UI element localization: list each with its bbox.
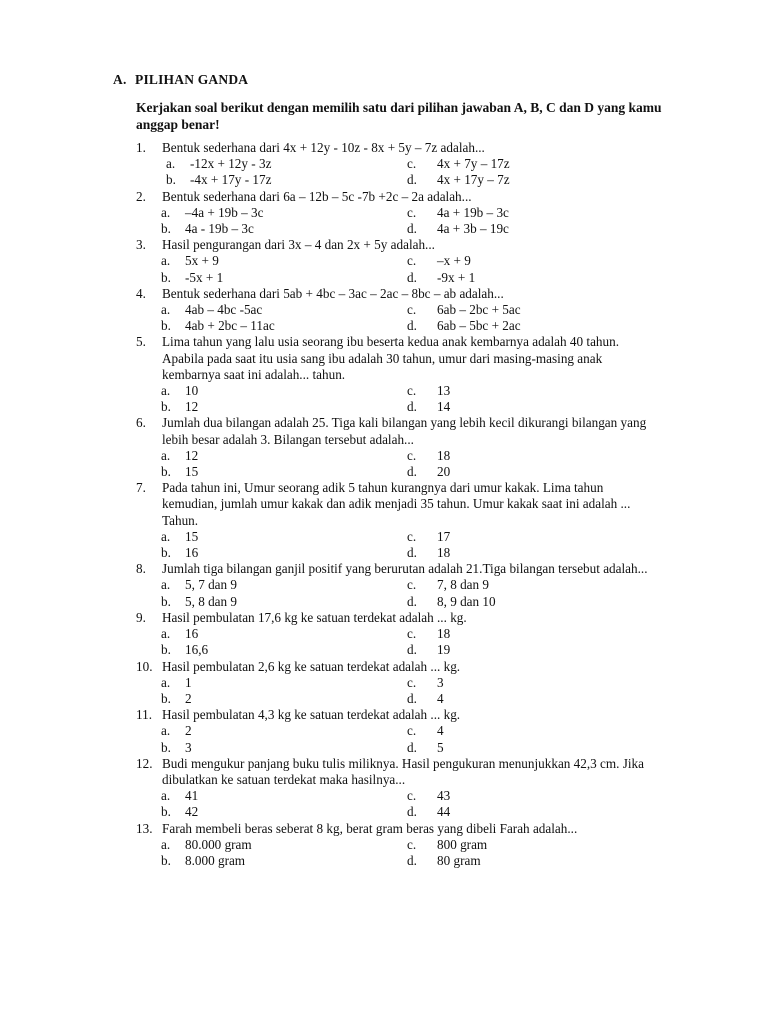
section-title: PILIHAN GANDA — [135, 72, 249, 87]
question-stem — [136, 561, 656, 577]
option-text: 43 — [437, 788, 451, 804]
option-row — [136, 804, 656, 820]
option-text: 4ab – 4bc -5ac — [185, 302, 263, 318]
question-text: Pada tahun ini, Umur seorang adik 5 tahun kurangnya dari umur kakak. Lima tahun kemudian, jumlah umur kakak dan adik menjadi 35 tahun. Umur kakak saat ini adalah ... Tahun. — [162, 480, 631, 528]
option-text: 19 — [437, 642, 451, 658]
question-text: Hasil pembulatan 2,6 kg ke satuan terdekat adalah ... kg. — [162, 658, 461, 674]
question-stem — [136, 334, 656, 383]
option-text: 13 — [437, 383, 451, 399]
question-number: 12. — [136, 755, 153, 771]
question-item — [136, 237, 656, 286]
option-letter: c. — [407, 447, 417, 463]
question-text: Bentuk sederhana dari 4x + 12y - 10z - 8x + 5y – 7z adalah... — [162, 140, 485, 155]
option-d — [407, 545, 653, 561]
option-text: 4ab + 2bc – 11ac — [185, 318, 275, 334]
option-a — [161, 626, 407, 642]
option-letter: c. — [407, 836, 417, 852]
option-letter: a. — [161, 723, 171, 739]
option-text: 6ab – 2bc + 5ac — [437, 302, 521, 318]
question-text: Bentuk sederhana dari 5ab + 4bc – 3ac – 2ac – 8bc – ab adalah... — [162, 285, 504, 301]
option-text: 42 — [185, 804, 199, 820]
option-letter: b. — [161, 739, 171, 755]
option-letter: b. — [161, 642, 171, 658]
option-row — [136, 642, 656, 658]
option-letter: d. — [407, 852, 417, 868]
option-a — [161, 205, 407, 221]
option-text: 12 — [185, 447, 199, 463]
question-text: Farah membeli beras seberat 8 kg, berat gram beras yang dibeli Farah adalah... — [162, 820, 578, 836]
option-letter: b. — [161, 593, 171, 609]
option-letter: d. — [407, 593, 417, 609]
option-b — [161, 270, 407, 286]
option-row — [136, 723, 656, 739]
option-letter: b. — [161, 852, 171, 868]
section-letter: A. — [113, 72, 127, 87]
question-text: Jumlah tiga bilangan ganjil positif yang berurutan adalah 21.Tiga bilangan tersebut adalah... — [162, 561, 648, 577]
option-text: 2 — [185, 690, 192, 706]
option-letter: d. — [407, 545, 417, 561]
question-item — [136, 415, 656, 480]
option-row — [136, 172, 656, 188]
option-row — [136, 594, 656, 610]
option-a — [161, 448, 407, 464]
option-row — [136, 545, 656, 561]
question-stem — [136, 140, 656, 156]
question-stem — [136, 659, 656, 675]
question-number: 4. — [136, 285, 146, 301]
question-stem — [136, 237, 656, 253]
option-text: 4a + 3b – 19c — [437, 221, 509, 237]
option-letter: d. — [407, 318, 417, 334]
option-row — [136, 464, 656, 480]
option-letter: c. — [407, 577, 417, 593]
question-item — [136, 707, 656, 756]
option-row — [136, 837, 656, 853]
option-row — [136, 302, 656, 318]
option-b — [161, 804, 407, 820]
option-letter: d. — [407, 804, 417, 820]
option-letter: a. — [161, 302, 171, 318]
option-c — [407, 529, 653, 545]
option-letter: c. — [407, 302, 417, 318]
question-number: 5. — [136, 334, 146, 350]
option-text: 4a - 19b – 3c — [185, 221, 254, 237]
option-letter: c. — [407, 528, 417, 544]
option-row — [136, 740, 656, 756]
question-number: 9. — [136, 609, 146, 625]
option-a — [161, 788, 407, 804]
option-text: 80.000 gram — [185, 836, 252, 852]
option-text: 16 — [185, 545, 199, 561]
option-text: -12x + 12y - 3z — [190, 156, 272, 172]
option-c — [407, 448, 653, 464]
option-text: 1 — [185, 674, 192, 690]
question-number: 1. — [136, 140, 146, 155]
option-text: 5x + 9 — [185, 253, 219, 269]
option-c — [407, 156, 653, 172]
question-number: 2. — [136, 188, 146, 204]
option-letter: a. — [161, 204, 171, 220]
option-letter: a. — [161, 788, 171, 804]
option-letter: c. — [407, 383, 417, 399]
option-letter: c. — [407, 156, 417, 172]
option-row — [136, 399, 656, 415]
option-letter: b. — [161, 269, 171, 285]
option-c — [407, 788, 653, 804]
option-text: 800 gram — [437, 836, 488, 852]
option-text: 2 — [185, 723, 192, 739]
option-d — [407, 740, 653, 756]
option-row — [136, 853, 656, 869]
option-b — [161, 221, 407, 237]
option-d — [407, 399, 653, 415]
option-letter: a. — [161, 836, 171, 852]
option-letter: b. — [161, 690, 171, 706]
option-d — [407, 804, 653, 820]
option-row — [136, 626, 656, 642]
option-letter: c. — [407, 626, 417, 642]
option-row — [136, 788, 656, 804]
option-a — [161, 302, 407, 318]
option-letter: a. — [161, 577, 171, 593]
question-number: 3. — [136, 237, 146, 253]
option-d — [407, 221, 653, 237]
option-row — [136, 529, 656, 545]
option-letter: c. — [407, 788, 417, 804]
question-stem — [136, 821, 656, 837]
option-text: 18 — [437, 447, 451, 463]
option-text: 41 — [185, 788, 199, 804]
option-letter: b. — [161, 399, 171, 415]
option-text: 4 — [437, 690, 444, 706]
option-a — [166, 156, 407, 172]
option-letter: d. — [407, 464, 417, 480]
option-text: –x + 9 — [437, 253, 471, 269]
option-letter: b. — [161, 221, 171, 237]
option-b — [161, 318, 407, 334]
option-text: 5, 8 dan 9 — [185, 593, 238, 609]
question-text: Budi mengukur panjang buku tulis miliknya. Hasil pengukuran menunjukkan 42,3 cm. Jika dibulatkan ke satuan terdekat maka hasilnya... — [162, 755, 645, 787]
option-a — [161, 675, 407, 691]
option-letter: b. — [161, 545, 171, 561]
question-text: Hasil pengurangan dari 3x – 4 dan 2x + 5y adalah... — [162, 237, 435, 253]
option-text: 16,6 — [185, 642, 209, 658]
option-d — [407, 642, 653, 658]
option-b — [161, 853, 407, 869]
option-row — [136, 318, 656, 334]
question-stem — [136, 610, 656, 626]
option-d — [407, 318, 653, 334]
option-a — [161, 383, 407, 399]
option-row — [136, 691, 656, 707]
question-item — [136, 821, 656, 870]
question-item — [136, 334, 656, 415]
question-stem — [136, 415, 656, 447]
option-b — [161, 740, 407, 756]
option-letter: a. — [166, 156, 176, 172]
option-text: 12 — [185, 399, 199, 415]
question-item — [136, 189, 656, 238]
option-b — [161, 642, 407, 658]
option-d — [407, 270, 653, 286]
question-stem — [136, 286, 656, 302]
option-letter: d. — [407, 739, 417, 755]
option-letter: c. — [407, 723, 417, 739]
option-b — [161, 691, 407, 707]
option-letter: d. — [407, 690, 417, 706]
option-b — [161, 594, 407, 610]
option-a — [161, 529, 407, 545]
option-text: 6ab – 5bc + 2ac — [437, 318, 521, 334]
option-d — [407, 691, 653, 707]
option-letter: b. — [161, 804, 171, 820]
question-number: 13. — [136, 820, 153, 836]
option-text: 10 — [185, 383, 199, 399]
option-text: 44 — [437, 804, 451, 820]
option-letter: a. — [161, 447, 171, 463]
option-row — [136, 156, 656, 172]
question-item — [136, 561, 656, 610]
option-letter: d. — [407, 172, 417, 188]
option-text: 18 — [437, 545, 451, 561]
option-letter: a. — [161, 528, 171, 544]
option-c — [407, 253, 653, 269]
question-text: Lima tahun yang lalu usia seorang ibu beserta kedua anak kembarnya adalah 40 tahun. Apabila pada saat itu usia sang ibu adalah 30 tahun, umur dari masing-masing anak kembarnya saat ini adalah... tahun. — [162, 334, 620, 382]
option-d — [407, 172, 653, 188]
option-a — [161, 837, 407, 853]
option-text: 4 — [437, 723, 444, 739]
option-d — [407, 594, 653, 610]
option-b — [161, 545, 407, 561]
option-row — [136, 675, 656, 691]
option-b — [161, 464, 407, 480]
question-text: Hasil pembulatan 4,3 kg ke satuan terdekat adalah ... kg. — [162, 707, 461, 723]
question-number: 8. — [136, 561, 146, 577]
option-row — [136, 253, 656, 269]
option-letter: a. — [161, 626, 171, 642]
option-c — [407, 626, 653, 642]
option-text: 14 — [437, 399, 451, 415]
option-b — [166, 172, 407, 188]
option-c — [407, 302, 653, 318]
option-letter: d. — [407, 642, 417, 658]
option-text: 15 — [185, 528, 199, 544]
option-row — [136, 205, 656, 221]
question-list — [136, 140, 656, 869]
option-text: 18 — [437, 626, 451, 642]
option-text: 4x + 17y – 7z — [437, 172, 510, 188]
option-text: –4a + 19b – 3c — [185, 204, 264, 220]
question-item — [136, 140, 656, 189]
option-c — [407, 723, 653, 739]
question-item — [136, 286, 656, 335]
option-text: 80 gram — [437, 852, 481, 868]
option-letter: a. — [161, 674, 171, 690]
option-letter: d. — [407, 221, 417, 237]
section-heading — [113, 72, 248, 88]
question-number: 6. — [136, 415, 146, 431]
option-text: -9x + 1 — [437, 269, 476, 285]
option-c — [407, 383, 653, 399]
question-text: Hasil pembulatan 17,6 kg ke satuan terdekat adalah ... kg. — [162, 609, 467, 625]
option-letter: b. — [161, 464, 171, 480]
question-number: 10. — [136, 658, 153, 674]
option-a — [161, 253, 407, 269]
option-b — [161, 399, 407, 415]
question-item — [136, 610, 656, 659]
option-letter: d. — [407, 399, 417, 415]
option-d — [407, 853, 653, 869]
question-number: 7. — [136, 480, 146, 496]
option-letter: b. — [166, 172, 176, 188]
option-row — [136, 577, 656, 593]
question-item — [136, 756, 656, 821]
option-text: -4x + 17y - 17z — [190, 172, 272, 188]
option-letter: c. — [407, 253, 417, 269]
option-text: 16 — [185, 626, 199, 642]
question-item — [136, 659, 656, 708]
instruction-text: Kerjakan soal berikut dengan memilih satu dari pilihan jawaban A, B, C dan D yang kamu anggap benar! — [136, 100, 662, 132]
question-stem — [136, 480, 656, 529]
question-stem — [136, 189, 656, 205]
option-text: 4x + 7y – 17z — [437, 156, 510, 172]
option-letter: c. — [407, 204, 417, 220]
question-number: 11. — [136, 707, 152, 723]
option-letter: a. — [161, 383, 171, 399]
option-text: 8.000 gram — [185, 852, 246, 868]
option-letter: c. — [407, 674, 417, 690]
question-stem — [136, 707, 656, 723]
option-c — [407, 205, 653, 221]
option-row — [136, 221, 656, 237]
option-text: 4a + 19b – 3c — [437, 204, 509, 220]
option-text: 7, 8 dan 9 — [437, 577, 490, 593]
question-stem — [136, 756, 656, 788]
option-text: 3 — [437, 674, 444, 690]
option-c — [407, 837, 653, 853]
option-text: 15 — [185, 464, 199, 480]
option-text: 8, 9 dan 10 — [437, 593, 496, 609]
option-text: 17 — [437, 528, 451, 544]
option-a — [161, 577, 407, 593]
option-c — [407, 675, 653, 691]
question-item — [136, 480, 656, 561]
question-text: Jumlah dua bilangan adalah 25. Tiga kali bilangan yang lebih kecil dikurangi bilangan yang lebih besar adalah 3. Bilangan tersebut adalah... — [162, 415, 647, 447]
option-letter: a. — [161, 253, 171, 269]
option-row — [136, 270, 656, 286]
option-text: 5, 7 dan 9 — [185, 577, 238, 593]
option-c — [407, 577, 653, 593]
option-a — [161, 723, 407, 739]
option-letter: b. — [161, 318, 171, 334]
question-text: Bentuk sederhana dari 6a – 12b – 5c -7b +2c – 2a adalah... — [162, 188, 472, 204]
option-text: 3 — [185, 739, 192, 755]
option-row — [136, 383, 656, 399]
option-text: 20 — [437, 464, 451, 480]
option-d — [407, 464, 653, 480]
option-text: 5 — [437, 739, 444, 755]
option-text: -5x + 1 — [185, 269, 224, 285]
option-row — [136, 448, 656, 464]
option-letter: d. — [407, 269, 417, 285]
